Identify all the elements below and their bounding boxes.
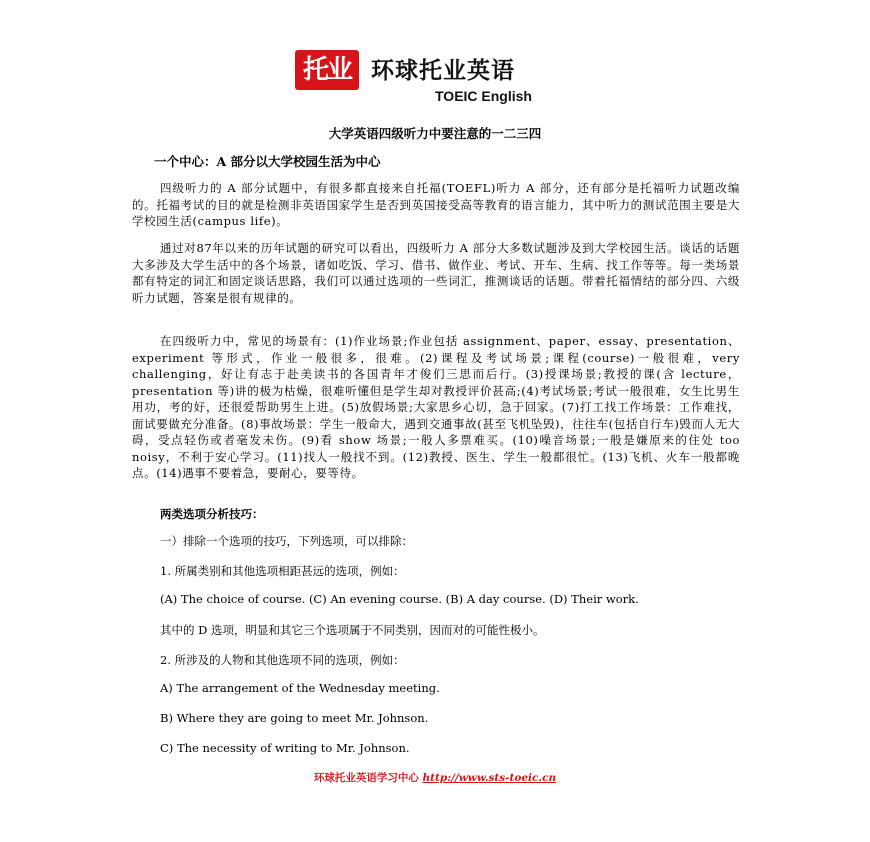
logo-subtitle: TOEIC English — [435, 88, 532, 104]
text-line: 1. 所属类别和其他选项相距甚远的选项，例如： — [160, 564, 405, 578]
section-heading-options: 两类选项分析技巧： — [160, 507, 264, 521]
section-heading-center: 一个中心：A 部分以大学校园生活为中心 — [154, 154, 381, 169]
logo-title: 环球托业英语 — [371, 58, 515, 84]
brand-logo — [295, 44, 575, 108]
example-option-c: C) The necessity of writing to Mr. Johnson. — [160, 741, 410, 755]
footer — [0, 770, 870, 785]
footer-link[interactable]: http://www.sts-toeic.cn — [422, 772, 557, 784]
example-option-a: A) The arrangement of the Wednesday meeting. — [160, 681, 440, 695]
paragraph-3: 在四级听力中，常见的场景有：(1)作业场景;作业包括 assignment、paper、essay、presentation、experiment 等形式，作业一般很多，很难。(2)课程及考试场景;课程(course)一般很难，very challenging，好让有志于赴美读书的各国青年才俊们三思而后行。(3)授课场景;教授的课(含 lecture，presentation 等)讲的极为枯燥，很难听懂但是学生却对教授评价甚高;(4)考试场景;考试一般很难，女生比男生用功，考的好，还很爱帮助男生上进。(5)放假场景;大家思乡心切，急于回家。(7)打工找工作场景：工作难找，面试要做充分准备。(8)事故场景：学生一般命大，遇到交通事故(甚至飞机坠毁)，往往车(包括自行车)毁而人无大碍，受点轻伤或者毫发未伤。(9)看 show 场景;一般人多票难买。(10)噪音场景;一般是嫌原来的住处 too noisy，不利于安心学习。(11)找人一般找不到。(12)教授、医生、学生一般都很忙。(13)飞机、火车一般都晚点。(14)遇事不要着急，要耐心，要等待。 — [132, 334, 740, 480]
example-options: (A) The choice of course. (C) An evening course. (B) A day course. (D) Their work. — [160, 592, 639, 606]
example-option-b: B) Where they are going to meet Mr. Johnson. — [160, 711, 429, 725]
text-line: 其中的 D 选项，明显和其它三个选项属于不同类别，因而对的可能性极小。 — [160, 623, 545, 637]
logo-mark: 托业 — [295, 50, 359, 90]
paragraph-1: 四级听力的 A 部分试题中，有很多都直接来自托福(TOEFL)听力 A 部分，还有部分是托福听力试题改编的。托福考试的目的就是检测非英语国家学生是否到英国接受高等教育的语言能力，其中听力的测试范围主要是大学校园生活(campus life)。 — [132, 181, 740, 228]
text-line: 2. 所涉及的人物和其他选项不同的选项，例如： — [160, 653, 405, 667]
footer-text: 环球托业英语学习中心 — [313, 772, 423, 784]
text-line: 一）排除一个选项的技巧，下列选项，可以排除： — [160, 534, 413, 548]
document-title: 大学英语四级听力中要注意的一二三四 — [328, 126, 542, 141]
paragraph-2: 通过对87年以来的历年试题的研究可以看出，四级听力 A 部分大多数试题涉及到大学校园生活。谈话的话题大多涉及大学生活中的各个场景，诸如吃饭、学习、借书、做作业、考试、开车、生病、找工作等等。每一类场景都有特定的词汇和固定谈话思路，我们可以通过选项的一些词汇，推测谈话的话题。带着托福情结的部分四、六级听力试题，答案是很有规律的。 — [132, 241, 740, 305]
